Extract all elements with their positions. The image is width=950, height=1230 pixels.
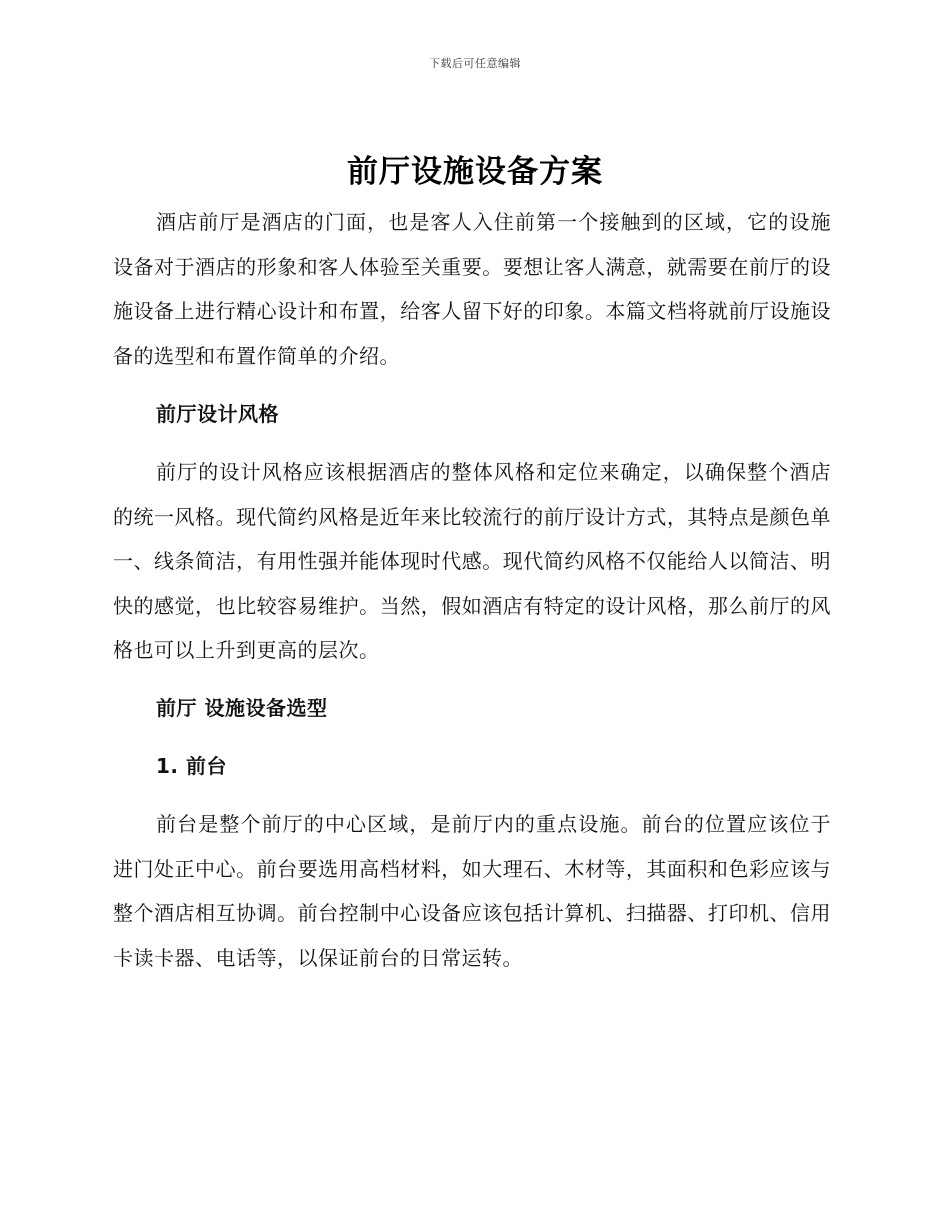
header-note: 下载后可任意编辑 [429,57,521,70]
front-desk-paragraph: 前台是整个前厅的中心区域，是前厅内的重点设施。前台的位置应该位于进门处正中心。前台要选用高档材料，如大理石、木材等，其面积和色彩应该与整个酒店相互协调。前台控制中心设备应该包括计算机、扫描器、打印机、信用卡读卡器、电话等，以保证前台的日常运转。 [113,812,831,970]
document-title: 前厅设施设备方案 [347,154,603,190]
subheading-front-desk: 1. 前台 [156,754,227,778]
section-heading-design-style: 前厅设计风格 [156,402,279,426]
section-heading-equipment-selection: 前厅 设施设备选型 [156,696,328,720]
intro-paragraph: 酒店前厅是酒店的门面，也是客人入住前第一个接触到的区域，它的设施设备对于酒店的形象和客人体验至关重要。要想让客人满意，就需要在前厅的设施设备上进行精心设计和布置，给客人留下好的印象。本篇文档将就前厅设施设备的选型和布置作简单的介绍。 [113,210,831,368]
design-style-paragraph: 前厅的设计风格应该根据酒店的整体风格和定位来确定，以确保整个酒店的统一风格。现代简约风格是近年来比较流行的前厅设计方式，其特点是颜色单一、线条简洁，有用性强并能体现时代感。现代简约风格不仅能给人以简洁、明快的感觉，也比较容易维护。当然，假如酒店有特定的设计风格，那么前厅的风格也可以上升到更高的层次。 [113,460,831,662]
